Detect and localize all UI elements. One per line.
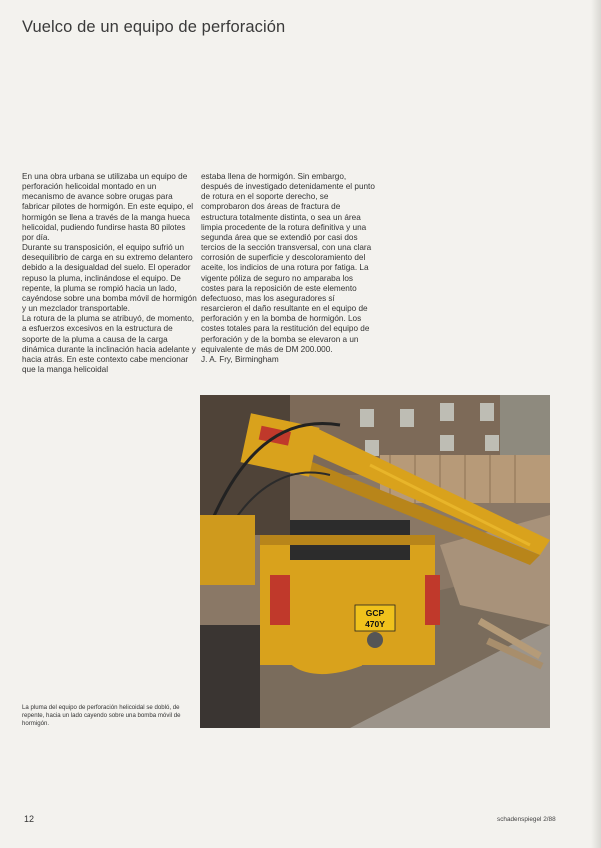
page-number: 12 — [24, 814, 35, 824]
paragraph: Durante su transposición, el equipo sufrió un desequilibrio de carga en su extremo delantero debido a la desigualdad del suelo. El operador repuso la pluma, inclinándose el equipo. De repente, la pluma se rompió hacia un lado, cayéndose sobre una bomba móvil de hormigón y un mezclador transportable. — [22, 243, 197, 314]
author-signature: J. A. Fry, Birmingham — [201, 354, 279, 364]
text-column-right — [201, 172, 376, 365]
paragraph: La rotura de la pluma se atribuyó, de momento, a esfuerzos excesivos en la estructura de soporte de la pluma a causa de la carga dinámica durante la inclinación hacia adelante y hacia atrás. En este contexto cabe mencionar que la manga helicoidal — [22, 314, 196, 374]
page-edge — [591, 0, 601, 848]
article-photo — [200, 395, 550, 728]
plate-line-1: GCP — [365, 608, 385, 618]
plate-line-2: 470Y — [365, 619, 385, 629]
text-column-left — [22, 172, 197, 375]
paragraph: En una obra urbana se utilizaba un equipo de perforación helicoidal montado en un mecanismo de avance sobre orugas para fabricar pilotes de hormigón. En este equipo, el hormigón se llena a través de la manga hueca helicoidal, pudiendo fundirse hasta 80 pilotes por día. — [22, 172, 194, 242]
magazine-issue: schadenspiegel 2/88 — [497, 816, 556, 823]
paragraph: estaba llena de hormigón. Sin embargo, después de investigado detenidamente el punto de rotura en el soporte derecho, se comprobaron dos áreas de fractura de estructura totalmente distinta, o sea un área limpia procedente de la rotura definitiva y una segunda área que se extendió por casi dos tercios de la sección transversal, con una clara corrosión de superficie y descoloramiento del aceite, los indicios de una rotura por fatiga. La vigente póliza de seguro no amparaba los costes para la reposición de este elemento defectuoso, mas los aseguradores sí resarcieron el daño resultante en el equipo de perforación y en la bomba de hormigón. Los costes totales para la restitución del equipo de perforación y de la bomba se elevaron a un equivalente de más de DM 200.000. — [201, 172, 375, 354]
article-title: Vuelco de un equipo de perforación — [22, 18, 286, 36]
photo-caption: La pluma del equipo de perforación helicoidal se dobló, de repente, hacia un lado cayendo sobre una bomba móvil de hormigón. — [22, 704, 181, 728]
photo-drawing — [200, 395, 550, 728]
